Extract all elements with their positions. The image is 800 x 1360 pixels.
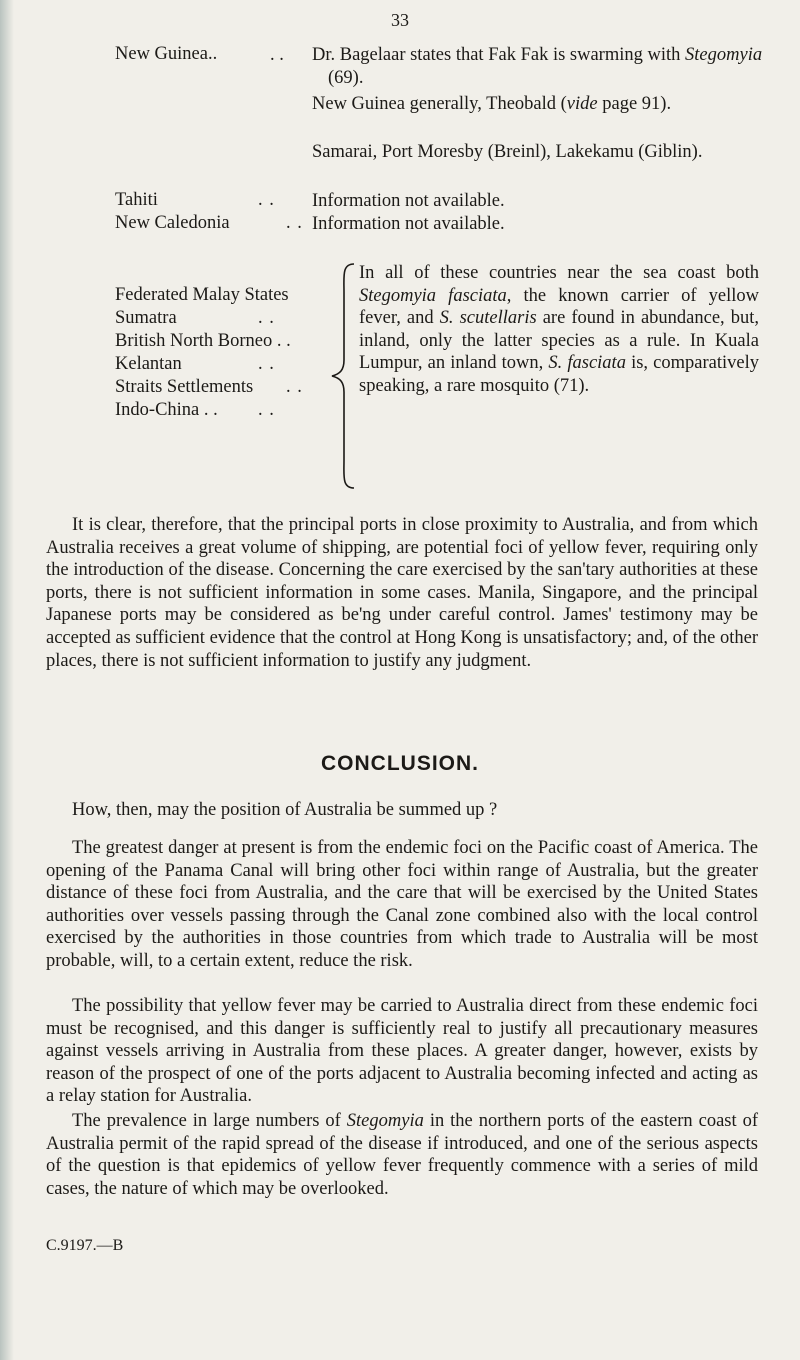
leader-dots: . . (258, 400, 275, 420)
entry-italic: Stegomyia (685, 45, 763, 65)
country-sumatra: Sumatra (115, 308, 177, 328)
curly-brace (330, 262, 360, 490)
leader-dots: . . (258, 308, 275, 328)
country-kelantan: Kelantan (115, 354, 182, 374)
group-text: In all of these countries near the sea coast both (359, 263, 759, 283)
entry-new-caledonia: Information not available. (312, 214, 505, 234)
leader-dots: . . (258, 190, 275, 210)
group-italic: Stegomyia fasciata (359, 285, 507, 306)
page-edge-shadow (0, 0, 14, 1360)
para-text: The prevalence in large numbers of (72, 1111, 347, 1131)
paragraph-greatest-danger: The greatest danger at present is from the endemic foci on the Pacific coast of America. The opening of the Panama Canal will bring other foci within range of Australia, but the greater distance of these foci from Australia, and the care that will be exercised by the United States authorities over vessels passing through the Canal zone combined also with the local control exercised by the authorities in those countries from which trade to Australia will be most probable, will, to a certain extent, reduce the risk. (46, 838, 758, 971)
leader-dots: . . (286, 213, 303, 233)
section-heading-conclusion: CONCLUSION. (321, 752, 479, 775)
country-new-caledonia: New Caledonia (115, 213, 230, 233)
country-tahiti: Tahiti (115, 190, 158, 210)
page-number: 33 (391, 10, 409, 30)
leader-dots: . . (258, 354, 275, 374)
country-straits-settlements: Straits Settlements (115, 377, 254, 397)
country-new-guinea: New Guinea.. (115, 44, 218, 64)
entry-italic: vide (566, 94, 598, 114)
paragraph-possibility: The possibility that yellow fever may be carried to Australia direct from these endemic foci must be recognised, and this danger is sufficiently real to justify all precautionary measures against vessels arriving in Australia from these places. A greater danger, however, exists by reason of the prospect of one of the ports adjacent to Australia becoming infected and acting as a relay station for Australia. (46, 996, 758, 1107)
group-italic: S. scutellaris (439, 308, 537, 328)
group-italic: S. fasciata (548, 353, 626, 373)
entry-new-guinea-generally (312, 93, 768, 116)
country-british-north-borneo: British North Borneo . . (115, 331, 291, 351)
para-text: in the northern ports of the eastern coast of Australia permit of the rapid spread of the disease if introduced, and one of the serious aspects of the question is that epidemics of yellow fever frequently commence with a series of mild cases, the nature of which may be overlooked. (46, 1111, 758, 1199)
paragraph-ports: It is clear, therefore, that the principal ports in close proximity to Australia, and from which Australia receives a great volume of shipping, are potential foci of yellow fever, requiring only the introduction of the disease. Concerning the care exercised by the san'tary authorities at these ports, there is not sufficient information in some cases. Manila, Singapore, and the principal Japanese ports may be considered as be'ng under careful control. James' testimony may be accepted as sufficient evidence that the control at Hong Kong is unsatisfactory; and, of the other places, there is not sufficient information to justify any judgment. (46, 515, 758, 671)
para-italic: Stegomyia (346, 1111, 424, 1131)
entry-tahiti: Information not available. (312, 191, 505, 211)
signature-mark: C.9197.—B (46, 1237, 124, 1254)
country-indo-china: Indo-China . . (115, 400, 218, 420)
leader-dots: . . (286, 377, 303, 397)
group-text: , the known carrier of yellow fever, and (359, 285, 759, 328)
entry-text: page 91). (597, 94, 672, 114)
group-text: is, comparatively speaking, a rare mosquito (71). (359, 353, 760, 396)
paragraph-question: How, then, may the position of Australia be summed up ? (72, 800, 498, 820)
group-description (359, 262, 759, 397)
entry-new-guinea: . . Dr. Bagelaar states that Fak Fak is swarming with Stegomyia (69). (270, 45, 763, 88)
entry-text: (69). (328, 67, 364, 88)
entry-text: Dr. Bagelaar states that Fak Fak is swarming with (312, 45, 686, 65)
country-federated-malay-states: Federated Malay States (115, 285, 289, 305)
entry-text: New Guinea generally, Theobald ( (312, 94, 567, 114)
group-text: are found in abundance, but, inland, only the latter species as a rule. In Kuala Lumpur, an inland town, (359, 308, 759, 373)
paragraph-prevalence (46, 1110, 758, 1200)
entry-samarai: Samarai, Port Moresby (Breinl), Lakekamu (Giblin). (312, 142, 703, 162)
